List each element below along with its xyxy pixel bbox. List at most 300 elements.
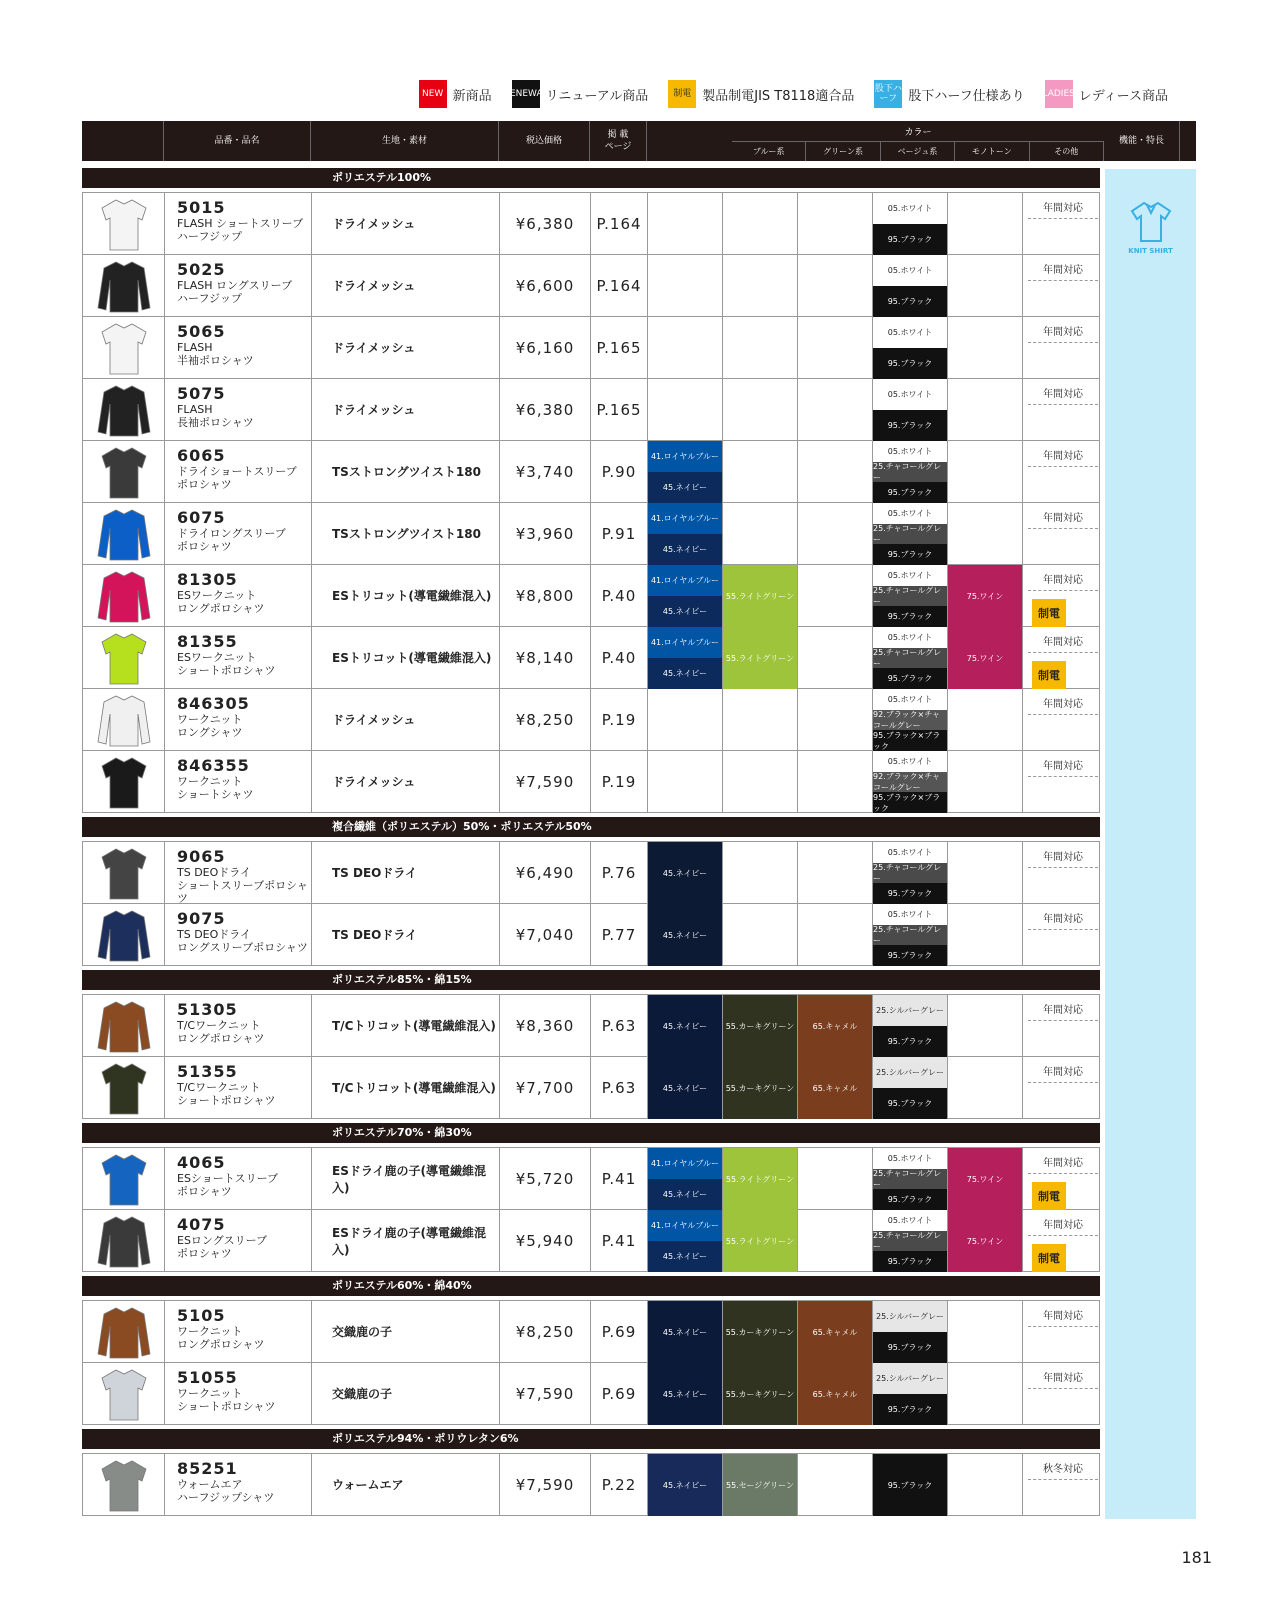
seiden-badge: 制電 — [1032, 1182, 1066, 1210]
knit-shirt-icon — [1130, 199, 1172, 243]
price: ¥8,250 — [500, 689, 591, 750]
product-name: T/Cワークニット ショートポロシャツ — [177, 1081, 276, 1107]
table-row — [83, 904, 1099, 966]
color-swatch: 41.ロイヤルブルー — [648, 1210, 722, 1241]
product-image-cell — [83, 689, 165, 750]
color-swatch: 55.カーキグリーン — [723, 995, 797, 1057]
material: TSストロングツイスト180 — [312, 441, 500, 502]
color-swatch: 55.ライトグリーン — [723, 565, 797, 627]
section-title: ポリエステル94%・ポリウレタン6% — [82, 1429, 1100, 1449]
table-row — [83, 842, 1099, 904]
color-swatch: 05.ホワイト — [873, 627, 947, 648]
feature-season: 年間対応 — [1028, 848, 1098, 868]
shirt-image — [96, 692, 152, 748]
material: ESトリコット(導電繊維混入) — [312, 627, 500, 688]
catalog-page: P.91 — [591, 503, 648, 564]
color-cell — [873, 995, 948, 1056]
color-swatch: 05.ホワイト — [873, 503, 947, 524]
color-cell — [948, 1301, 1023, 1362]
shirt-image — [96, 998, 152, 1054]
product-code: 9065 — [177, 847, 226, 866]
product-name-cell — [165, 842, 312, 903]
product-code: 6065 — [177, 446, 226, 465]
color-swatch: 55.カーキグリーン — [723, 1363, 797, 1425]
shirt-image — [96, 568, 152, 624]
product-image-cell — [83, 842, 165, 903]
product-code: 81355 — [177, 632, 238, 651]
table-header — [82, 121, 1196, 161]
table-row — [83, 1210, 1099, 1272]
header-material: 生地・素材 — [311, 121, 499, 161]
feature-season: 秋冬対応 — [1028, 1460, 1098, 1480]
product-code: 5025 — [177, 260, 226, 279]
color-swatch: 95.ブラック — [873, 883, 947, 904]
color-cell — [723, 317, 798, 378]
color-cell — [873, 689, 948, 750]
shirt-image — [96, 1213, 152, 1269]
header-color-col: モノトーン — [955, 141, 1029, 161]
color-cell — [798, 689, 873, 750]
material: ドライメッシュ — [312, 193, 500, 254]
color-swatch: 45.ネイビー — [648, 1179, 722, 1210]
legend-badge: RENEWAL — [512, 80, 540, 108]
color-swatch: 95.ブラック — [873, 544, 947, 565]
catalog-page: P.77 — [591, 904, 648, 965]
feature-season: 年間対応 — [1028, 757, 1098, 777]
product-image-cell — [83, 1363, 165, 1424]
color-cell — [798, 751, 873, 812]
product-image-cell — [83, 1148, 165, 1209]
product-name-cell — [165, 565, 312, 626]
price: ¥5,940 — [500, 1210, 591, 1271]
table-row — [83, 1363, 1099, 1425]
product-image-cell — [83, 255, 165, 316]
color-cell — [723, 627, 798, 688]
legend-item — [874, 80, 1024, 108]
color-swatch: 25.シルバーグレー — [873, 1057, 947, 1088]
product-name-cell — [165, 441, 312, 502]
feature-season: 年間対応 — [1028, 1307, 1098, 1327]
color-cell — [798, 193, 873, 254]
price: ¥7,590 — [500, 1363, 591, 1424]
price: ¥3,960 — [500, 503, 591, 564]
color-cell — [873, 1454, 948, 1515]
color-cell — [798, 842, 873, 903]
color-swatch: 55.カーキグリーン — [723, 1301, 797, 1363]
color-cell — [798, 441, 873, 502]
material: TS DEOドライ — [312, 842, 500, 903]
catalog-page: P.76 — [591, 842, 648, 903]
feature-season: 年間対応 — [1028, 1369, 1098, 1389]
product-image-cell — [83, 193, 165, 254]
legend-badge: 股下ハーフ — [874, 80, 902, 108]
price: ¥8,250 — [500, 1301, 591, 1362]
shirt-image — [96, 1304, 152, 1360]
features-cell — [1028, 689, 1103, 750]
color-cell — [798, 503, 873, 564]
color-cell — [648, 441, 723, 502]
color-cell — [948, 379, 1023, 440]
color-cell — [948, 904, 1023, 965]
product-code: 85251 — [177, 1459, 238, 1478]
color-swatch: 05.ホワイト — [873, 689, 947, 710]
color-cell — [723, 842, 798, 903]
color-swatch: 95.ブラック — [873, 410, 947, 441]
features-cell — [1028, 1301, 1103, 1362]
product-name: ワークニット ショートシャツ — [177, 775, 254, 801]
feature-season: 年間対応 — [1028, 323, 1098, 343]
catalog-page: P.164 — [591, 193, 648, 254]
color-cell — [873, 255, 948, 316]
legend-label: 新商品 — [452, 88, 492, 104]
category-label: KNIT SHIRT — [1128, 247, 1173, 255]
feature-season: 年間対応 — [1028, 1216, 1098, 1236]
header-color: カラー — [904, 127, 932, 138]
shirt-image — [96, 258, 152, 314]
color-swatch: 65.キャメル — [798, 1301, 872, 1363]
legend-badge: NEW — [419, 80, 447, 108]
product-code: 5105 — [177, 1306, 226, 1325]
color-cell — [948, 317, 1023, 378]
product-name: ESワークニット ロングポロシャツ — [177, 589, 265, 615]
catalog-page: P.41 — [591, 1210, 648, 1271]
color-cell — [948, 842, 1023, 903]
color-swatch: 92.ブラック×チャコールグレー — [873, 772, 947, 793]
color-cell — [873, 842, 948, 903]
product-image-cell — [83, 441, 165, 502]
product-name: ワークニット ショートポロシャツ — [177, 1387, 276, 1413]
catalog-page: P.22 — [591, 1454, 648, 1515]
color-swatch: 95.ブラック — [873, 1394, 947, 1425]
color-cell — [723, 379, 798, 440]
page-number: 181 — [1181, 1548, 1212, 1567]
shirt-image — [96, 320, 152, 376]
color-cell — [798, 904, 873, 965]
color-cell — [948, 689, 1023, 750]
table-row — [83, 441, 1099, 503]
header-code-name: 品番・品名 — [164, 121, 311, 161]
color-swatch: 05.ホワイト — [873, 1210, 947, 1231]
material: ウォームエア — [312, 1454, 500, 1515]
catalog-page: P.40 — [591, 627, 648, 688]
color-swatch: 25.チャコールグレー — [873, 648, 947, 669]
color-swatch: 25.シルバーグレー — [873, 1301, 947, 1332]
color-swatch: 45.ネイビー — [648, 1454, 722, 1516]
color-cell — [873, 751, 948, 812]
color-cell — [948, 255, 1023, 316]
legend-label: 股下ハーフ仕様あり — [908, 88, 1025, 104]
material: ドライメッシュ — [312, 379, 500, 440]
color-swatch: 25.チャコールグレー — [873, 524, 947, 545]
material: TS DEOドライ — [312, 904, 500, 965]
color-swatch: 45.ネイビー — [648, 658, 722, 689]
legend-item — [419, 80, 492, 108]
table-row — [83, 689, 1099, 751]
color-cell — [873, 379, 948, 440]
color-cell — [723, 904, 798, 965]
features-cell — [1028, 441, 1103, 502]
product-code: 51305 — [177, 1000, 238, 1019]
feature-season: 年間対応 — [1028, 199, 1098, 219]
color-swatch: 41.ロイヤルブルー — [648, 503, 722, 534]
section-group — [82, 1453, 1100, 1516]
color-swatch: 95.ブラック — [873, 1454, 947, 1516]
color-cell — [798, 627, 873, 688]
price: ¥8,800 — [500, 565, 591, 626]
color-swatch: 45.ネイビー — [648, 842, 722, 904]
legend-item — [503, 80, 649, 108]
shirt-image — [96, 382, 152, 438]
color-swatch: 95.ブラック — [873, 224, 947, 255]
color-cell — [798, 565, 873, 626]
color-swatch: 41.ロイヤルブルー — [648, 627, 722, 658]
color-cell — [948, 193, 1023, 254]
product-code: 4065 — [177, 1153, 226, 1172]
catalog-page: P.69 — [591, 1301, 648, 1362]
product-name-cell — [165, 1210, 312, 1271]
features-cell — [1028, 379, 1103, 440]
color-cell — [873, 1301, 948, 1362]
color-swatch: 92.ブラック×チャコールグレー — [873, 710, 947, 731]
table-row — [83, 627, 1099, 689]
product-image-cell — [83, 1210, 165, 1271]
color-cell — [648, 1057, 723, 1118]
section-title: ポリエステル70%・綿30% — [82, 1123, 1100, 1143]
table-row — [83, 193, 1099, 255]
color-swatch: 45.ネイビー — [648, 1057, 722, 1119]
product-image-cell — [83, 995, 165, 1056]
legend-label: リニューアル商品 — [545, 88, 649, 104]
color-cell — [723, 255, 798, 316]
catalog-page: P.63 — [591, 1057, 648, 1118]
product-image-cell — [83, 565, 165, 626]
product-image-cell — [83, 904, 165, 965]
table-row — [83, 751, 1099, 813]
color-cell — [648, 689, 723, 750]
color-cell — [723, 441, 798, 502]
features-cell — [1028, 1210, 1103, 1271]
product-name-cell — [165, 1057, 312, 1118]
material: ドライメッシュ — [312, 689, 500, 750]
material: T/Cトリコット(導電繊維混入) — [312, 1057, 500, 1118]
catalog-page: P.63 — [591, 995, 648, 1056]
shirt-image — [96, 196, 152, 252]
price: ¥6,160 — [500, 317, 591, 378]
product-name: ウォームエア ハーフジップシャツ — [177, 1478, 275, 1504]
color-swatch: 25.チャコールグレー — [873, 925, 947, 946]
section-group — [82, 841, 1100, 966]
color-cell — [873, 565, 948, 626]
shirt-image — [96, 506, 152, 562]
color-swatch: 05.ホワイト — [873, 751, 947, 772]
product-name: TS DEOドライ ショートスリーブポロシャツ — [177, 866, 308, 905]
product-table — [82, 168, 1100, 1520]
feature-season: 年間対応 — [1028, 261, 1098, 281]
legend-badge: 制電 — [668, 80, 696, 108]
section-title: 複合繊維（ポリエステル）50%・ポリエステル50% — [82, 817, 1100, 837]
product-code: 846305 — [177, 694, 250, 713]
shirt-image — [96, 1366, 152, 1422]
color-cell — [648, 842, 723, 903]
color-cell — [948, 995, 1023, 1056]
product-code: 5015 — [177, 198, 226, 217]
color-cell — [873, 441, 948, 502]
color-cell — [798, 255, 873, 316]
price: ¥8,360 — [500, 995, 591, 1056]
color-cell — [798, 1210, 873, 1271]
legend — [399, 80, 1168, 108]
shirt-image — [96, 1151, 152, 1207]
color-swatch: 25.チャコールグレー — [873, 1169, 947, 1190]
table-row — [83, 1301, 1099, 1363]
catalog-page: P.69 — [591, 1363, 648, 1424]
seiden-badge: 制電 — [1032, 599, 1066, 627]
section-group — [82, 192, 1100, 813]
product-name: ドライロングスリーブ ポロシャツ — [177, 527, 286, 553]
color-cell — [873, 193, 948, 254]
color-swatch: 41.ロイヤルブルー — [648, 565, 722, 596]
header-image — [82, 121, 164, 161]
features-cell — [1028, 317, 1103, 378]
color-swatch: 05.ホワイト — [873, 1148, 947, 1169]
features-cell — [1028, 565, 1103, 626]
color-cell — [948, 441, 1023, 502]
shirt-image — [96, 630, 152, 686]
color-cell — [948, 565, 1023, 626]
table-row — [83, 1148, 1099, 1210]
color-swatch: 45.ネイビー — [648, 1301, 722, 1363]
shirt-image — [96, 1457, 152, 1513]
color-cell — [648, 1148, 723, 1209]
color-cell — [723, 689, 798, 750]
color-cell — [648, 1301, 723, 1362]
catalog-page: P.40 — [591, 565, 648, 626]
color-swatch: 95.ブラック — [873, 1026, 947, 1057]
product-image-cell — [83, 379, 165, 440]
product-image-cell — [83, 317, 165, 378]
catalog-page: P.165 — [591, 317, 648, 378]
product-code: 846355 — [177, 756, 250, 775]
table-row — [83, 503, 1099, 565]
color-swatch: 05.ホワイト — [873, 904, 947, 925]
color-cell — [798, 1363, 873, 1424]
product-code: 51355 — [177, 1062, 238, 1081]
product-name-cell — [165, 995, 312, 1056]
category-sidebar — [1105, 169, 1196, 1519]
section-title: ポリエステル100% — [82, 168, 1100, 188]
header-color-col: その他 — [1030, 141, 1104, 161]
color-cell — [873, 627, 948, 688]
features-cell — [1028, 1454, 1103, 1515]
product-image-cell — [83, 1057, 165, 1118]
color-swatch: 45.ネイビー — [648, 472, 722, 503]
color-cell — [873, 503, 948, 564]
color-cell — [723, 1454, 798, 1515]
color-swatch: 75.ワイン — [948, 565, 1022, 627]
color-swatch: 95.ブラック — [873, 482, 947, 503]
features-cell — [1028, 904, 1103, 965]
color-swatch: 95.ブラック×ブラック — [873, 792, 947, 813]
header-page: 掲 載 ページ — [590, 121, 647, 161]
product-image-cell — [83, 503, 165, 564]
color-cell — [648, 627, 723, 688]
catalog-page: P.19 — [591, 689, 648, 750]
color-swatch: 41.ロイヤルブルー — [648, 441, 722, 472]
legend-item — [668, 80, 854, 108]
color-swatch: 05.ホワイト — [873, 379, 947, 410]
color-swatch: 95.ブラック — [873, 1088, 947, 1119]
color-cell — [648, 379, 723, 440]
feature-season: 年間対応 — [1028, 385, 1098, 405]
color-cell — [648, 565, 723, 626]
color-cell — [798, 379, 873, 440]
color-swatch: 45.ネイビー — [648, 1241, 722, 1272]
product-name: ESロングスリーブ ポロシャツ — [177, 1234, 268, 1260]
feature-season: 年間対応 — [1028, 1001, 1098, 1021]
color-swatch: 25.チャコールグレー — [873, 462, 947, 483]
price: ¥6,380 — [500, 379, 591, 440]
header-features: 機能・特長 — [1104, 121, 1180, 161]
color-swatch: 55.セージグリーン — [723, 1454, 797, 1516]
table-row — [83, 255, 1099, 317]
product-name-cell — [165, 1363, 312, 1424]
features-cell — [1028, 503, 1103, 564]
color-cell — [798, 1454, 873, 1515]
price: ¥7,590 — [500, 1454, 591, 1515]
product-name-cell — [165, 1148, 312, 1209]
color-swatch: 75.ワイン — [948, 1148, 1022, 1210]
feature-season: 年間対応 — [1028, 509, 1098, 529]
color-cell — [723, 751, 798, 812]
color-cell — [873, 1057, 948, 1118]
color-swatch: 05.ホワイト — [873, 193, 947, 224]
section-group — [82, 994, 1100, 1119]
material: ESトリコット(導電繊維混入) — [312, 565, 500, 626]
price: ¥6,380 — [500, 193, 591, 254]
feature-season: 年間対応 — [1028, 571, 1098, 591]
product-code: 81305 — [177, 570, 238, 589]
color-swatch: 05.ホワイト — [873, 441, 947, 462]
material: ドライメッシュ — [312, 255, 500, 316]
material: ESドライ鹿の子(導電繊維混入) — [312, 1210, 500, 1271]
feature-season: 年間対応 — [1028, 1154, 1098, 1174]
color-cell — [948, 1057, 1023, 1118]
material: T/Cトリコット(導電繊維混入) — [312, 995, 500, 1056]
product-code: 4075 — [177, 1215, 226, 1234]
color-cell — [723, 1210, 798, 1271]
material: 交織鹿の子 — [312, 1301, 500, 1362]
header-color-col: ブルー系 — [732, 141, 806, 161]
header-color-col: グリーン系 — [806, 141, 880, 161]
product-code: 9075 — [177, 909, 226, 928]
price: ¥7,700 — [500, 1057, 591, 1118]
color-swatch: 25.チャコールグレー — [873, 586, 947, 607]
color-swatch: 05.ホワイト — [873, 565, 947, 586]
seiden-badge: 制電 — [1032, 1244, 1066, 1272]
features-cell — [1028, 995, 1103, 1056]
catalog-page: P.165 — [591, 379, 648, 440]
shirt-image — [96, 845, 152, 901]
table-row — [83, 317, 1099, 379]
color-swatch: 95.ブラック — [873, 606, 947, 627]
color-cell — [798, 1301, 873, 1362]
color-swatch: 95.ブラック — [873, 1332, 947, 1363]
color-swatch: 45.ネイビー — [648, 596, 722, 627]
price: ¥6,490 — [500, 842, 591, 903]
color-cell — [648, 1363, 723, 1424]
product-name-cell — [165, 193, 312, 254]
color-swatch: 45.ネイビー — [648, 995, 722, 1057]
